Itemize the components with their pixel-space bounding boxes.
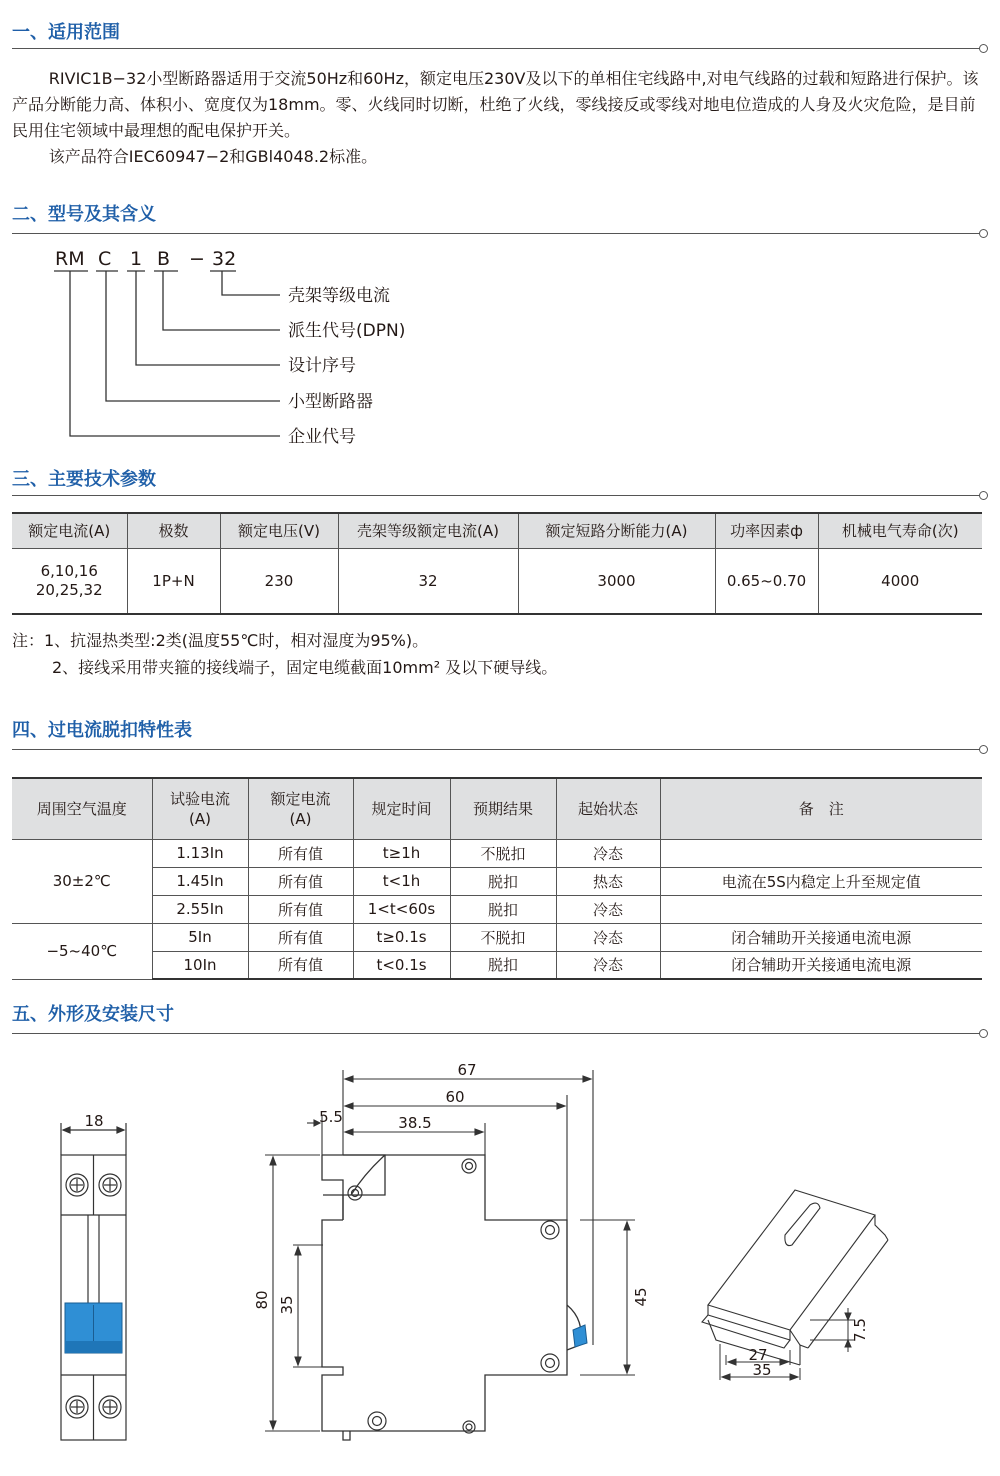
cell-state: 热态 xyxy=(556,867,660,895)
col-header-remark: 备 注 xyxy=(660,778,982,839)
screw-icon xyxy=(348,1159,559,1433)
tech-params-table xyxy=(12,512,982,615)
cell-time: t<1h xyxy=(353,867,450,895)
meaning-derived-code: 派生代号(DPN) xyxy=(288,321,406,341)
dim-5-5: 5.5 xyxy=(319,1108,343,1126)
table-row xyxy=(12,923,982,951)
dim-35: 35 xyxy=(278,1295,296,1315)
col-header: 功率因素ф xyxy=(715,513,818,548)
cell-result: 不脱扣 xyxy=(450,839,556,867)
table-header-row xyxy=(12,778,982,839)
cell-state: 冷态 xyxy=(556,839,660,867)
col-header: 机械电气寿命(次) xyxy=(818,513,982,548)
model-code-type: C xyxy=(98,248,112,270)
cell-state: 冷态 xyxy=(556,895,660,923)
section-3-header xyxy=(12,469,988,499)
cell-time: 1<t<60s xyxy=(353,895,450,923)
section-divider xyxy=(12,48,980,49)
section-title: 一、适用范围 xyxy=(12,22,120,43)
dim-width-18: 18 xyxy=(84,1112,104,1130)
cell-test-current: 1.13In xyxy=(152,839,248,867)
col-header-time: 规定时间 xyxy=(353,778,450,839)
header-line: 试验电流 xyxy=(169,789,230,808)
cell-poles: 1P+N xyxy=(127,548,220,614)
cell-rated: 所有值 xyxy=(248,867,353,895)
col-header-test-current xyxy=(152,778,248,839)
cell-rated: 所有值 xyxy=(248,839,353,867)
cell-rated-current xyxy=(12,548,127,614)
cell-result: 脱扣 xyxy=(450,867,556,895)
front-view-drawing xyxy=(40,1105,150,1445)
param-note-1: 注：1、抗湿热类型:2类(温度55℃时，相对湿度为95%)。 xyxy=(12,631,429,650)
col-header: 额定短路分断能力(A) xyxy=(518,513,715,548)
cell-state: 冷态 xyxy=(556,923,660,951)
cell-test-current: 5In xyxy=(152,923,248,951)
dim-45: 45 xyxy=(632,1287,650,1307)
col-header: 额定电流(A) xyxy=(12,513,127,548)
model-code-frame: 32 xyxy=(212,248,237,270)
header-line: (A) xyxy=(189,809,211,828)
cell-remark: 闭合辅助开关接通电流电源 xyxy=(660,923,982,951)
cell-temp-group-2: −5~40℃ xyxy=(12,923,152,979)
cell-time: t≥1h xyxy=(353,839,450,867)
model-code-derived: B xyxy=(157,248,171,270)
meaning-design-serial: 设计序号 xyxy=(288,356,356,376)
table-row xyxy=(12,895,982,923)
cell-rated: 所有值 xyxy=(248,895,353,923)
cell-test-current: 1.45In xyxy=(152,867,248,895)
cell-rated: 所有值 xyxy=(248,923,353,951)
cell-test-current: 10In xyxy=(152,951,248,979)
col-header: 额定电压(V) xyxy=(220,513,338,548)
cell-time: t<0.1s xyxy=(353,951,450,979)
section-divider xyxy=(12,1033,980,1034)
side-blue-handle-icon xyxy=(573,1325,587,1347)
rated-current-line-2: 20,25,32 xyxy=(35,580,103,599)
cell-temp-group-1: 30±2℃ xyxy=(12,839,152,923)
header-line: 额定电流 xyxy=(270,789,331,808)
cell-breaking-capacity: 3000 xyxy=(518,548,715,614)
model-code-diagram xyxy=(0,240,460,455)
section-divider xyxy=(12,495,980,496)
section-title: 二、型号及其含义 xyxy=(12,204,156,225)
divider-end-circle xyxy=(979,44,988,53)
cell-remark xyxy=(660,839,982,867)
divider-end-circle xyxy=(979,229,988,238)
col-header: 壳架等级额定电流(A) xyxy=(338,513,518,548)
dim-rail-27: 27 xyxy=(748,1346,768,1364)
cell-result: 不脱扣 xyxy=(450,923,556,951)
cell-voltage: 230 xyxy=(220,548,338,614)
dim-60: 60 xyxy=(445,1088,465,1106)
cell-life: 4000 xyxy=(818,548,982,614)
meaning-miniature-breaker: 小型断路器 xyxy=(288,392,373,412)
cell-remark: 闭合辅助开关接通电流电源 xyxy=(660,951,982,979)
section-2-header xyxy=(12,204,988,234)
dim-rail-7-5: 7.5 xyxy=(851,1318,869,1342)
intro-paragraph-1: RIVIC1B−32小型断路器适用于交流50Hz和60Hz，额定电压230V及以下的单相住宅线路中,对电气线路的过载和短路进行保护。该产品分断能力高、体积小、宽度仅为18mm。零、火线同时切断，杜绝了火线，零线接反或零线对地电位造成的人身及火灾危险，是目前民用住宅领域中最理想的配电保护开关。 xyxy=(12,69,979,140)
divider-end-circle xyxy=(979,491,988,500)
col-header-rated-current xyxy=(248,778,353,839)
cell-result: 脱扣 xyxy=(450,895,556,923)
table-row xyxy=(12,548,982,614)
section-title: 四、过电流脱扣特性表 xyxy=(12,720,192,741)
section-divider xyxy=(12,233,980,234)
section-title: 三、主要技术参数 xyxy=(12,469,156,490)
section-5-header xyxy=(12,1004,988,1034)
dim-67: 67 xyxy=(457,1061,477,1079)
col-header-temp: 周围空气温度 xyxy=(12,778,152,839)
header-line: (A) xyxy=(289,809,312,828)
section-title: 五、外形及安装尺寸 xyxy=(12,1004,174,1025)
cell-remark: 电流在5S内稳定上升至规定值 xyxy=(660,867,982,895)
cell-state: 冷态 xyxy=(556,951,660,979)
model-code-enterprise: RM xyxy=(55,248,85,270)
table-header-row xyxy=(12,513,982,548)
table-row xyxy=(12,839,982,867)
cell-test-current: 2.55In xyxy=(152,895,248,923)
table-row xyxy=(12,951,982,979)
param-note-2: 2、接线采用带夹箍的接线端子，固定电缆截面10mm² 及以下硬导线。 xyxy=(52,658,558,677)
col-header-result: 预期结果 xyxy=(450,778,556,839)
divider-end-circle xyxy=(979,745,988,754)
dim-rail-35: 35 xyxy=(752,1361,772,1379)
model-code-design: 1 xyxy=(130,248,143,270)
dim-38-5: 38.5 xyxy=(398,1114,432,1132)
cell-result: 脱扣 xyxy=(450,951,556,979)
section-4-header xyxy=(12,720,988,750)
cell-remark xyxy=(660,895,982,923)
intro-text xyxy=(12,66,986,170)
meaning-enterprise-code: 企业代号 xyxy=(288,427,356,447)
section-1-header xyxy=(12,22,988,52)
model-code-dash: − xyxy=(189,248,205,270)
side-view-drawing xyxy=(245,1055,665,1450)
divider-end-circle xyxy=(979,1029,988,1038)
dim-80: 80 xyxy=(253,1290,271,1310)
col-header-state: 起始状态 xyxy=(556,778,660,839)
cell-power-factor: 0.65~0.70 xyxy=(715,548,818,614)
cell-frame-current: 32 xyxy=(338,548,518,614)
cell-rated: 所有值 xyxy=(248,951,353,979)
model-leader-lines xyxy=(54,271,280,436)
din-rail-drawing xyxy=(690,1180,900,1390)
col-header: 极数 xyxy=(127,513,220,548)
section-divider xyxy=(12,749,980,750)
rated-current-line-1: 6,10,16 xyxy=(40,561,98,580)
trip-characteristics-table xyxy=(12,777,982,980)
intro-paragraph-2: 该产品符合IEC60947−2和GBl4048.2标准。 xyxy=(48,147,378,166)
table-row xyxy=(12,867,982,895)
meaning-frame-current: 壳架等级电流 xyxy=(288,286,390,306)
cell-time: t≥0.1s xyxy=(353,923,450,951)
blue-handle xyxy=(65,1303,122,1353)
